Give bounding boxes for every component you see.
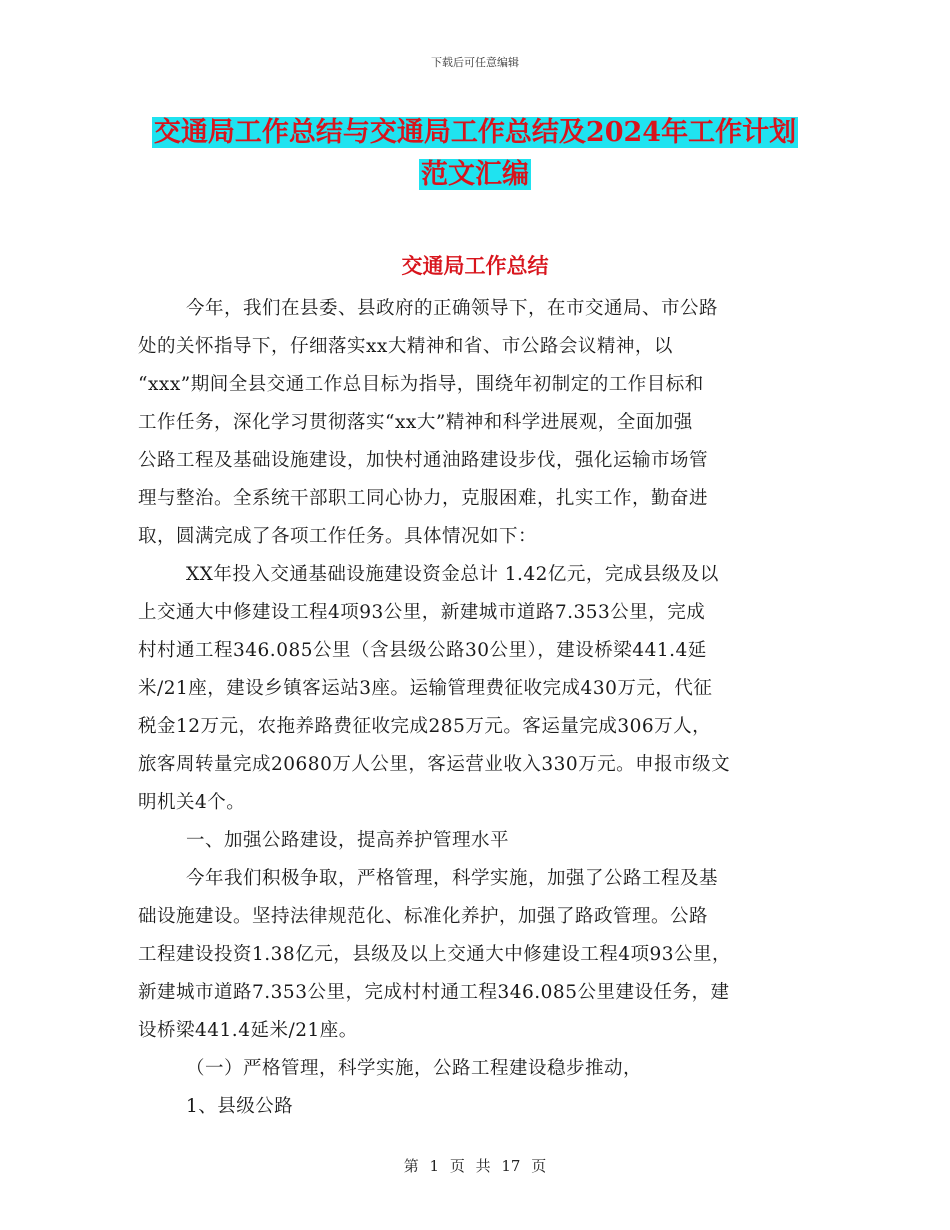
header-note: 下载后可任意编辑 [431,56,519,69]
heading-line: （一）严格管理，科学实施，公路工程建设稳步推动， [186,1058,643,1079]
paragraph-line: 旅客周转量完成20680万人公里，客运营业收入330万元。申报市级文 [138,754,731,775]
body-text [138,290,814,1126]
page-footer: 第 1 页 共 17 页 [403,1157,547,1175]
paragraph-line: 工程建设投资1.38亿元，县级及以上交通大中修建设工程4项93公里， [138,944,732,965]
heading-line: 1、县级公路 [186,1096,294,1117]
title-line-1: 交通局工作总结与交通局工作总结及2024年工作计划 [153,117,797,148]
paragraph-line: 理与整治。全系统干部职工同心协力，克服困难，扎实工作，勤奋进 [138,488,709,509]
paragraph-line: 处的关怀指导下，仔细落实xx大精神和省、市公路会议精神，以 [138,336,673,357]
title-line-2: 范文汇编 [421,159,529,190]
paragraph-line: 今年我们积极争取，严格管理，科学实施，加强了公路工程及基 [186,868,719,889]
paragraph-line: 村村通工程346.085公里（含县级公路30公里），建设桥梁441.4延 [138,640,707,661]
paragraph-line: 今年，我们在县委、县政府的正确领导下，在市交通局、市公路 [186,298,719,319]
paragraph-line: 础设施建设。坚持法律规范化、标准化养护，加强了路政管理。公路 [138,906,709,927]
paragraph-line: 米/21座，建设乡镇客运站3座。运输管理费征收完成430万元，代征 [138,678,713,699]
paragraph-line: “xxx”期间全县交通工作总目标为指导，围绕年初制定的工作目标和 [138,374,704,395]
section-title: 交通局工作总结 [401,253,549,278]
paragraph-line: 上交通大中修建设工程4项93公里，新建城市道路7.353公里，完成 [138,602,706,623]
paragraph-line: XX年投入交通基础设施建设资金总计 1.42亿元，完成县级及以 [186,564,719,585]
paragraph-line: 明机关4个。 [138,792,246,813]
paragraph-line: 税金12万元，农拖养路费征收完成285万元。客运量完成306万人， [138,716,712,737]
paragraph-line: 取，圆满完成了各项工作任务。具体情况如下： [138,526,538,547]
paragraph-line: 工作任务，深化学习贯彻落实“xx大”精神和科学进展观，全面加强 [138,412,693,433]
document-title [0,112,950,196]
paragraph-line: 公路工程及基础设施建设，加快村通油路建设步伐，强化运输市场管 [138,450,709,471]
paragraph-line: 设桥梁441.4延米/21座。 [138,1020,358,1041]
heading-line: 一、加强公路建设，提高养护管理水平 [186,830,510,851]
paragraph-line: 新建城市道路7.353公里，完成村村通工程346.085公里建设任务，建 [138,982,730,1003]
